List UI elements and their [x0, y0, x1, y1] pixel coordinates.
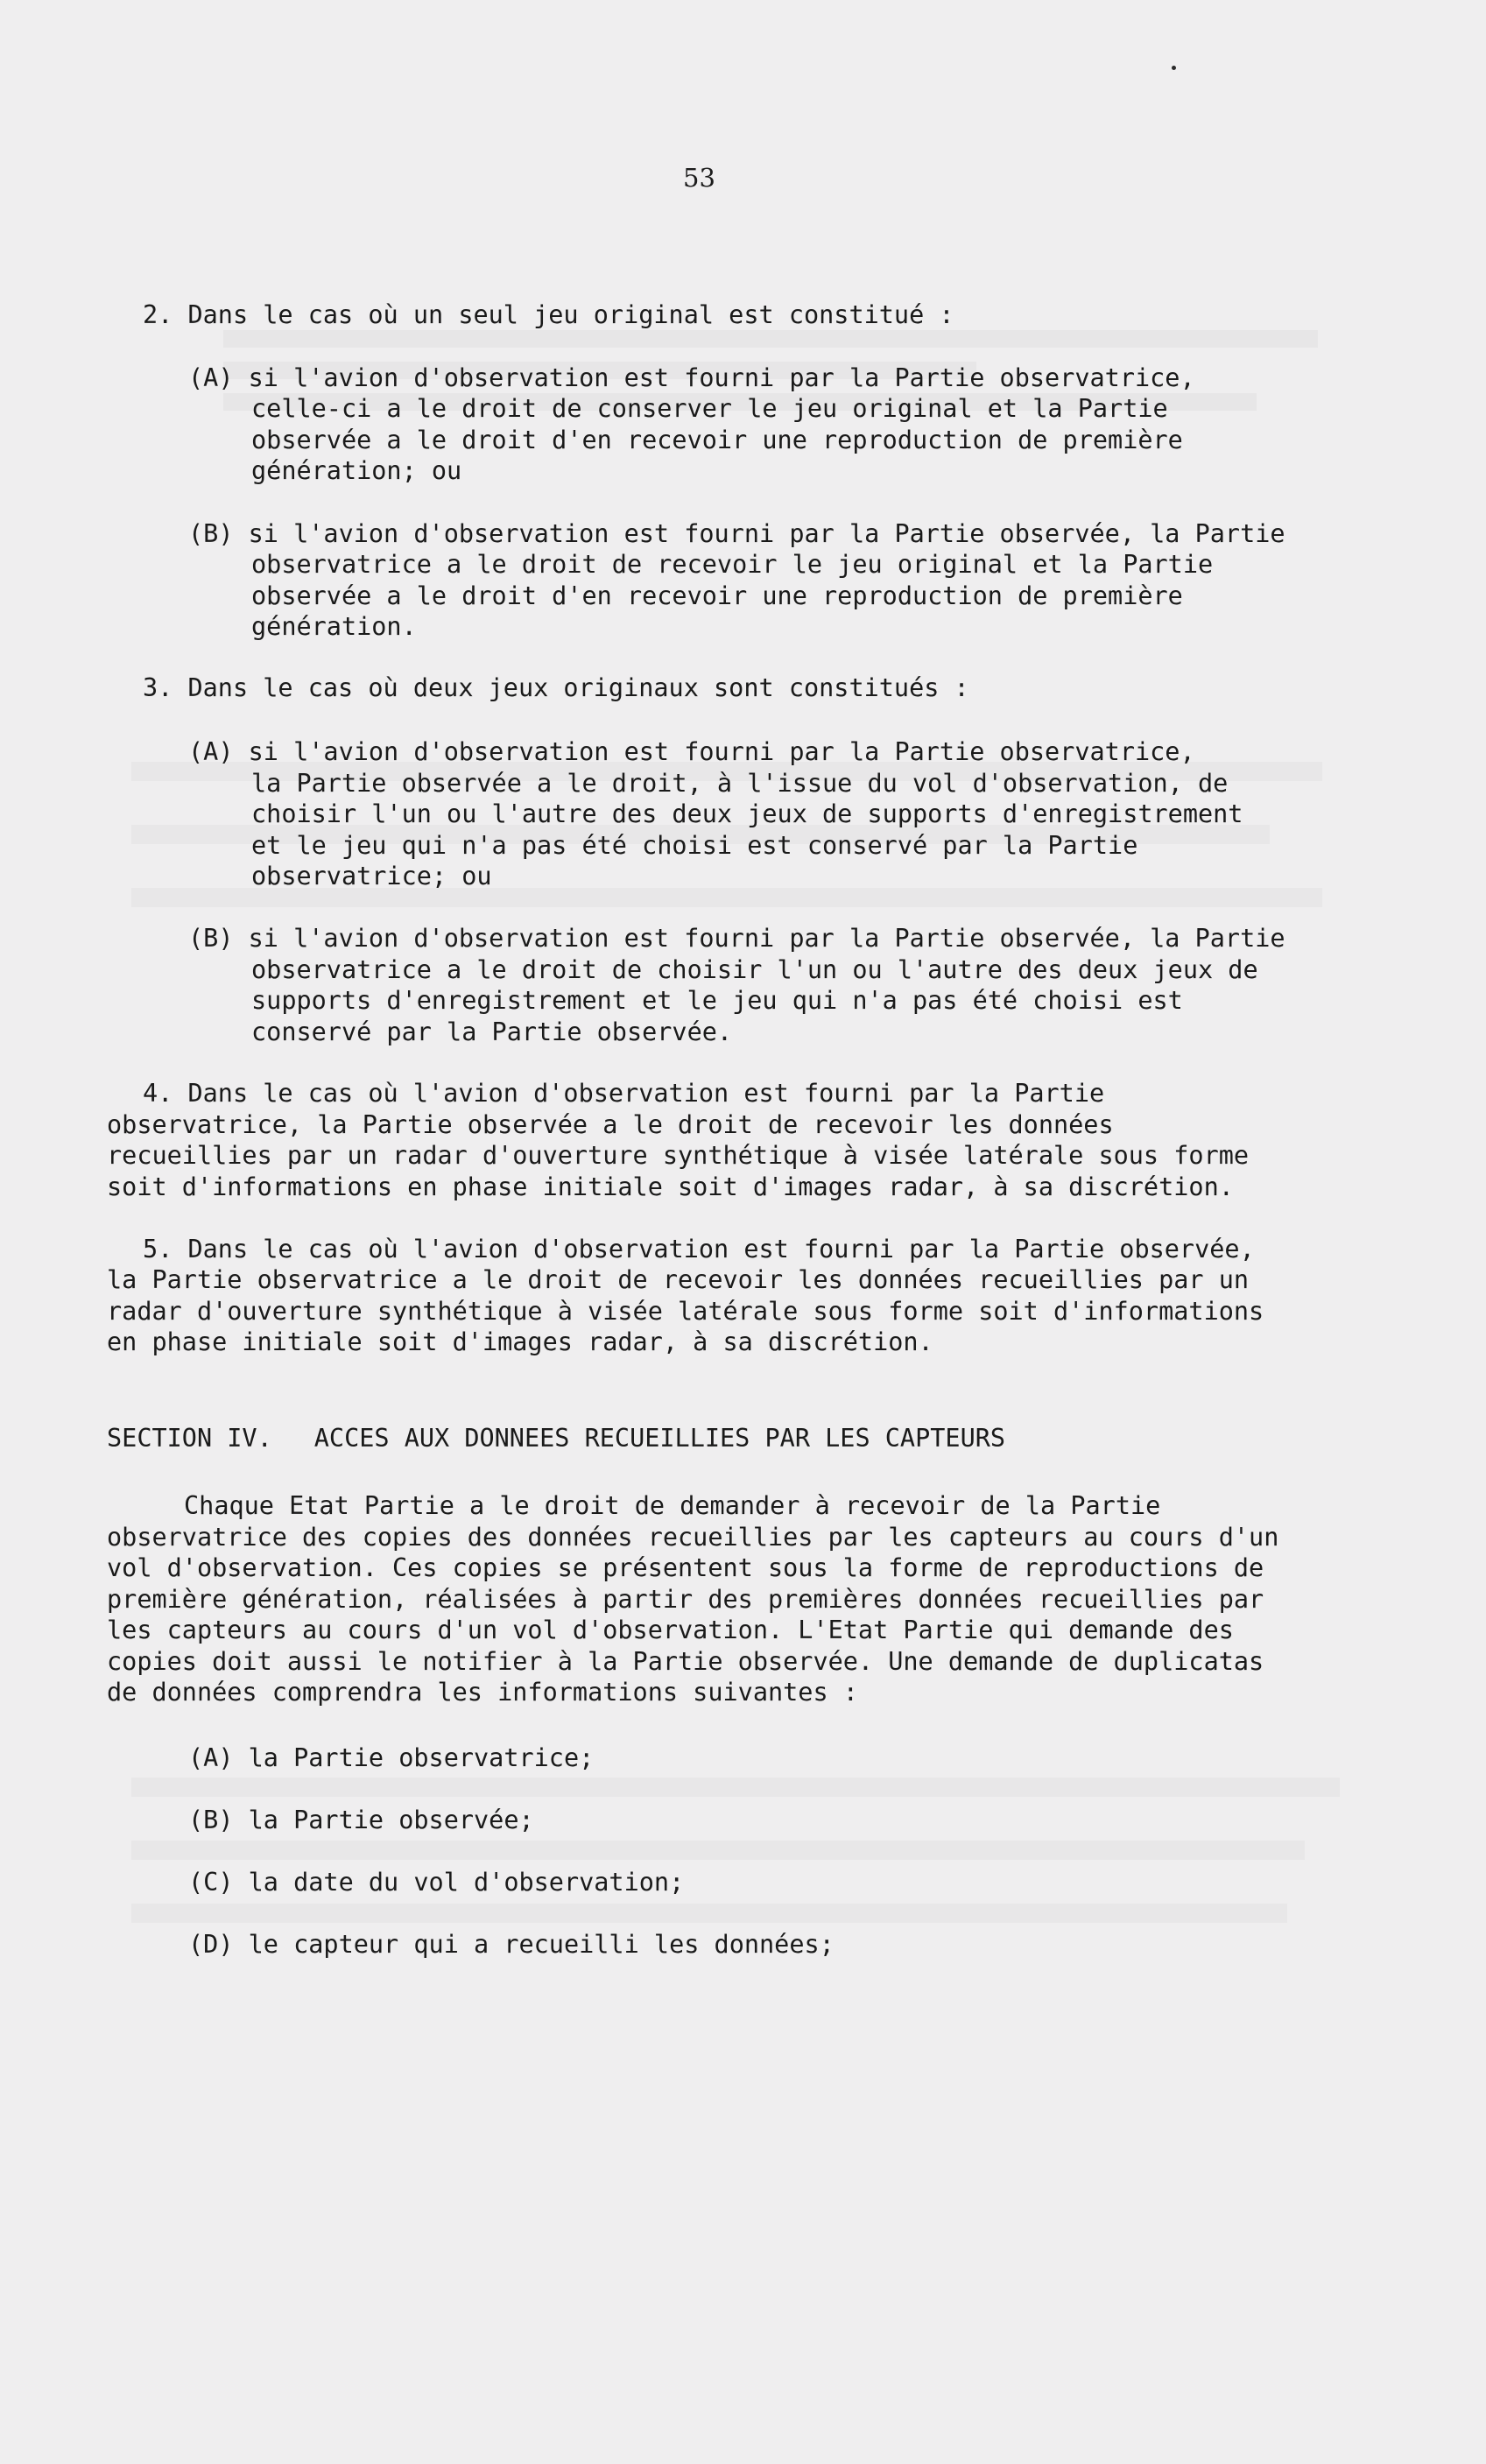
item-2b-line-3: observée a le droit d'en recevoir une reproduction de première [251, 581, 1183, 610]
section-number: SECTION IV. [107, 1424, 272, 1453]
section-iv-line-5: les capteurs au cours d'un vol d'observation. L'Etat Partie qui demande des [107, 1616, 1234, 1644]
item-2a-line-1: (A) si l'avion d'observation est fourni par la Partie observatrice, [188, 363, 1195, 392]
item-2b-line-2: observatrice a le droit de recevoir le jeu original et la Partie [251, 550, 1214, 579]
paragraph-4-line-1: 4. Dans le cas où l'avion d'observation est fourni par la Partie [143, 1079, 1105, 1108]
list-item-d: (D) le capteur qui a recueilli les données; [188, 1930, 835, 1959]
item-2a-line-2: celle-ci a le droit de conserver le jeu original et la Partie [251, 394, 1168, 423]
item-2b-line-1: (B) si l'avion d'observation est fourni par la Partie observée, la Partie [188, 519, 1285, 548]
item-3b-line-4: conservé par la Partie observée. [251, 1017, 733, 1046]
item-2a-line-4: génération; ou [251, 456, 462, 485]
list-item-c: (C) la date du vol d'observation; [188, 1868, 685, 1897]
paragraph-5-line-4: en phase initiale soit d'images radar, à sa discrétion. [107, 1327, 933, 1356]
paragraph-3-lead: 3. Dans le cas où deux jeux originaux sont constitués : [143, 673, 969, 702]
list-item-a: (A) la Partie observatrice; [188, 1743, 595, 1772]
paragraph-5-line-2: la Partie observatrice a le droit de recevoir les données recueillies par un [107, 1265, 1250, 1294]
section-iv-line-2: observatrice des copies des données recueillies par les capteurs au cours d'un [107, 1523, 1279, 1552]
section-iv-line-4: première génération, réalisées à partir des premières données recueillies par [107, 1585, 1264, 1614]
paragraph-4-line-2: observatrice, la Partie observée a le droit de recevoir les données [107, 1110, 1114, 1139]
section-iv-line-1: Chaque Etat Partie a le droit de demander à recevoir de la Partie [184, 1491, 1161, 1520]
item-3b-line-2: observatrice a le droit de choisir l'un ou l'autre des deux jeux de [251, 955, 1258, 984]
section-iv-line-7: de données comprendra les informations suivantes : [107, 1678, 858, 1707]
item-3a-line-4: et le jeu qui n'a pas été choisi est conservé par la Partie [251, 831, 1138, 860]
item-2a-line-3: observée a le droit d'en recevoir une reproduction de première [251, 426, 1183, 454]
item-3b-line-3: supports d'enregistrement et le jeu qui n'a pas été choisi est [251, 986, 1183, 1015]
paragraph-2-lead: 2. Dans le cas où un seul jeu original est constitué : [143, 300, 954, 329]
paragraph-4-line-4: soit d'informations en phase initiale soit d'images radar, à sa discrétion. [107, 1172, 1234, 1201]
item-3a-line-1: (A) si l'avion d'observation est fourni par la Partie observatrice, [188, 737, 1195, 766]
item-3a-line-3: choisir l'un ou l'autre des deux jeux de supports d'enregistrement [251, 799, 1243, 828]
section-iv-line-3: vol d'observation. Ces copies se présentent sous la forme de reproductions de [107, 1553, 1264, 1582]
item-3a-line-2: la Partie observée a le droit, à l'issue du vol d'observation, de [251, 769, 1229, 798]
paragraph-5-line-1: 5. Dans le cas où l'avion d'observation est fourni par la Partie observée, [143, 1235, 1255, 1264]
section-title: ACCES AUX DONNEES RECUEILLIES PAR LES CAPTEURS [313, 1424, 1006, 1453]
paragraph-5-line-3: radar d'ouverture synthétique à visée latérale sous forme soit d'informations [107, 1297, 1264, 1326]
item-3b-line-1: (B) si l'avion d'observation est fourni par la Partie observée, la Partie [188, 924, 1285, 953]
ink-speck [1172, 66, 1176, 70]
section-iv-line-6: copies doit aussi le notifier à la Partie observée. Une demande de duplicatas [107, 1647, 1264, 1676]
section-heading [107, 1424, 1005, 1453]
list-item-b: (B) la Partie observée; [188, 1806, 534, 1834]
item-2b-line-4: génération. [251, 612, 417, 641]
page-number: 53 [683, 163, 715, 193]
item-3a-line-5: observatrice; ou [251, 862, 492, 891]
paragraph-4-line-3: recueillies par un radar d'ouverture synthétique à visée latérale sous forme [107, 1141, 1250, 1170]
